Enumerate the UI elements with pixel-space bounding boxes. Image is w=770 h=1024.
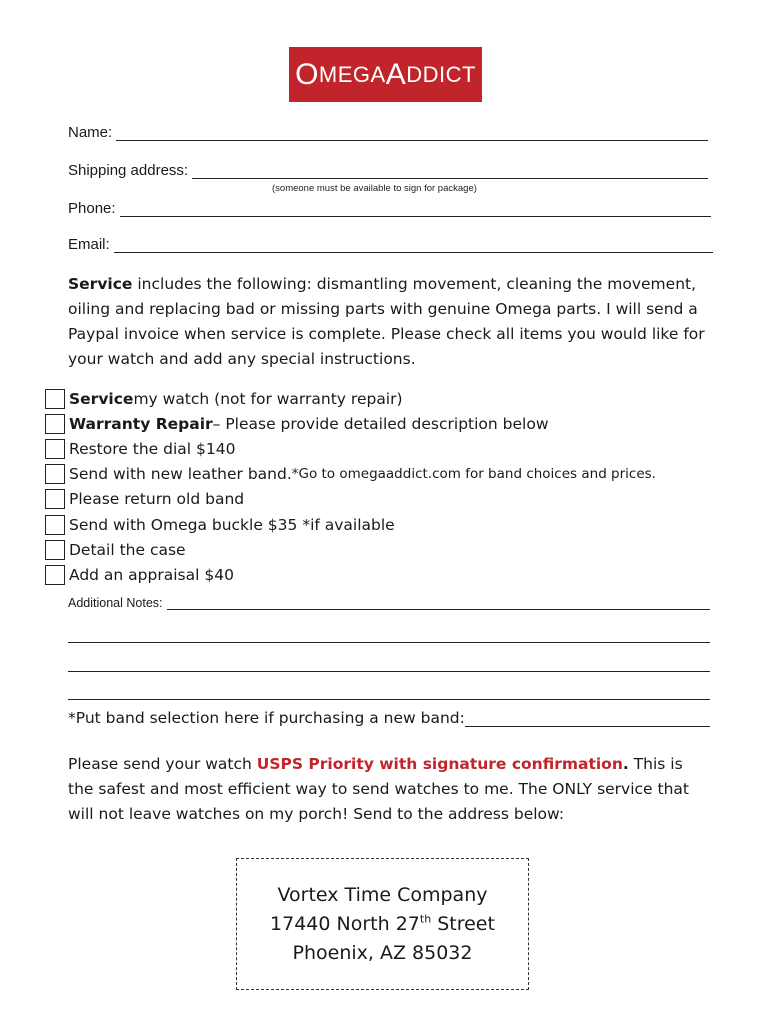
checklist-item: Add an appraisal $40: [45, 562, 745, 587]
address-city: Phoenix, AZ 85032: [292, 942, 473, 964]
checkbox[interactable]: [45, 439, 65, 459]
notes-line[interactable]: [68, 698, 710, 700]
band-selection-line[interactable]: [465, 710, 710, 727]
checkbox[interactable]: [45, 489, 65, 509]
checkbox[interactable]: [45, 414, 65, 434]
service-text: includes the following: dismantling movement, cleaning the movement, oiling and replacing bad or missing parts with genuine Omega parts. I will send a Paypal invoice when service is complete. Please check all items you would like for your watch and add any special instructions.: [68, 275, 705, 368]
omega-addict-logo: [289, 47, 482, 102]
service-checklist: [45, 386, 745, 588]
checklist-item: Send with new leather band. *Go to omegaaddict.com for band choices and prices.: [45, 462, 745, 487]
email-line[interactable]: [114, 238, 713, 253]
checklist-item: Send with Omega buckle $35 *if available: [45, 512, 745, 537]
shipping-note: (someone must be available to sign for package): [272, 183, 477, 194]
name-label: Name:: [68, 124, 113, 141]
logo-text-mega: MEGA: [318, 61, 386, 87]
checkbox[interactable]: [45, 464, 65, 484]
checkbox[interactable]: [45, 540, 65, 560]
checkbox[interactable]: [45, 515, 65, 535]
usps-highlight: USPS Priority with signature confirmation: [256, 755, 623, 773]
band-selection-label: *Put band selection here if purchasing a new band:: [68, 709, 465, 727]
phone-label: Phone:: [68, 200, 116, 217]
shipping-instructions: Please send your watch USPS Priority with signature confirmation. This is the safest and most efficient way to send watches to me. The ONLY service that will not leave watches on my porch! Send to the address below:: [68, 755, 689, 823]
notes-line[interactable]: [167, 597, 710, 610]
mailing-address-box: [236, 858, 529, 990]
email-label: Email:: [68, 236, 110, 253]
additional-notes-field[interactable]: [68, 596, 710, 610]
email-field[interactable]: [68, 236, 713, 253]
additional-notes-label: Additional Notes:: [68, 596, 163, 610]
checklist-item: Restore the dial $140: [45, 436, 745, 461]
logo-text-o: O: [295, 57, 319, 91]
service-lead: Service: [68, 275, 133, 293]
shipping-address-label: Shipping address:: [68, 162, 189, 179]
phone-field[interactable]: [68, 200, 711, 217]
address-street: 17440 North 27th Street: [270, 912, 495, 935]
checklist-item: Warranty Repair – Please provide detailed description below: [45, 411, 745, 436]
shipping-address-line[interactable]: [192, 164, 708, 179]
address-company: Vortex Time Company: [277, 884, 488, 906]
service-description: [68, 272, 708, 372]
band-selection-field[interactable]: [68, 709, 710, 727]
name-field[interactable]: [68, 124, 708, 141]
shipping-address-field[interactable]: [68, 162, 708, 179]
logo-text-ddict: DDICT: [406, 61, 476, 87]
checklist-item: Detail the case: [45, 537, 745, 562]
checkbox[interactable]: [45, 565, 65, 585]
checkbox[interactable]: [45, 389, 65, 409]
phone-line[interactable]: [120, 202, 711, 217]
notes-line[interactable]: [68, 641, 710, 643]
notes-line[interactable]: [68, 670, 710, 672]
checklist-item: Please return old band: [45, 487, 745, 512]
checklist-item: Service my watch (not for warranty repair): [45, 386, 745, 411]
logo-text-a: A: [385, 57, 407, 91]
name-line[interactable]: [116, 126, 708, 141]
